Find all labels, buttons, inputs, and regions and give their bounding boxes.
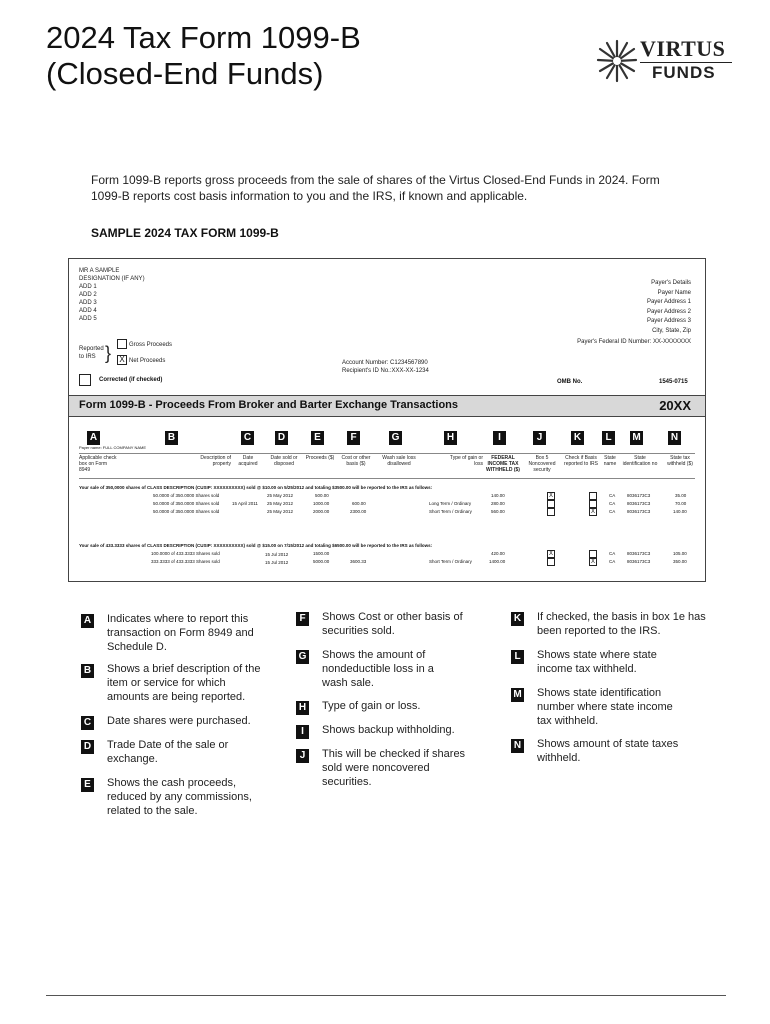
payer-line: Payer Address 1 (646, 299, 691, 305)
recipient-line: DESIGNATION (IF ANY) (79, 276, 145, 282)
column-letter-f: F (347, 431, 360, 445)
recipient-line: ADD 2 (79, 292, 97, 298)
column-letter-k: K (571, 431, 584, 445)
legend-text: Trade Date of the sale or exchange. (107, 739, 229, 765)
row-state: CA (609, 551, 616, 556)
row-fed-withheld: 280.00 (491, 501, 505, 506)
reported-to-irs: Reported to IRS (79, 346, 104, 360)
recipient-line: ADD 5 (79, 316, 97, 322)
row-noncovered-checkbox (547, 500, 555, 508)
legend-letter: I (296, 725, 309, 739)
legend-letter: A (81, 614, 94, 628)
row-fed-withheld: 420.00 (491, 551, 505, 556)
sunburst-icon (596, 38, 638, 84)
column-letter-m: M (630, 431, 643, 445)
row-proceeds: 1000.00 (313, 501, 330, 506)
recipient-id: Recipient's ID No.:XXX-XX-1234 (342, 368, 429, 374)
row-description: 50.0000 of 350.0000 Shares sold (153, 493, 220, 498)
column-letter-e: E (311, 431, 324, 445)
row-state: CA (609, 501, 616, 506)
intro-paragraph: Form 1099-B reports gross proceeds from the sale of shares of the Virtus Closed-End Funds in 2024. Form 1099-B reports cost basis information to you and the IRS, if known and applicable. (91, 173, 660, 203)
row-noncovered-checkbox (547, 508, 555, 516)
net-proceeds-label: Net Proceeds (129, 358, 166, 364)
legend-text: Date shares were purchased. (107, 715, 251, 727)
row-state-id: 8036173C3 (627, 501, 651, 506)
column-letter-a: A (87, 431, 100, 445)
legend-text: Type of gain or loss. (322, 700, 421, 712)
omb-label: OMB No. (557, 379, 583, 385)
corrected-label: Corrected (if checked) (99, 377, 163, 383)
row-state-tax: 105.00 (673, 551, 687, 556)
logo-subtext: FUNDS (652, 63, 716, 82)
column-letter-l: L (602, 431, 615, 445)
column-letter-i: I (493, 431, 506, 445)
payer-line: City, State, Zip (652, 327, 691, 334)
legend-text: Shows the cash proceeds, reduced by any commissions, related to the sale. (107, 777, 252, 817)
legend-text: If checked, the basis in box 1e has been reported to the IRS. (537, 611, 706, 637)
legend-letter: K (511, 612, 524, 626)
column-letter-d: D (275, 431, 288, 445)
payer-name-line: Payer name: FULL COMPANY NAME (79, 445, 147, 450)
page-title (46, 20, 361, 92)
column-head-b: Description of property (200, 455, 231, 467)
row-date-sold: 25 May 2012 (267, 509, 294, 514)
recipient-line: ADD 1 (79, 284, 97, 290)
row-proceeds: 2000.00 (313, 509, 330, 514)
column-head-d: Date sold or disposed (270, 455, 298, 467)
row-type: Short Term / Ordinary (429, 509, 472, 514)
row-fed-withheld: 1400.00 (489, 559, 506, 564)
row-cost: 3600.33 (350, 559, 367, 564)
title-line-2: (Closed-End Funds) (46, 56, 324, 91)
row-state-tax: 70.00 (675, 501, 687, 506)
row-proceeds: 5000.00 (313, 559, 330, 564)
row-state-id: 8036173C3 (627, 551, 651, 556)
row-proceeds: 1500.00 (313, 551, 330, 556)
column-letter-h: H (444, 431, 457, 445)
row-state-tax: 140.00 (673, 509, 687, 514)
column-head-e: Proceeds ($) (305, 455, 335, 461)
column-head-f: Cost or other basis ($) (341, 455, 371, 467)
row-state-id: 8036173C3 (627, 559, 651, 564)
row-basis-reported-checkbox (589, 500, 597, 508)
row-noncovered-checkbox: X (548, 551, 553, 557)
legend-text: Shows state where state income tax withheld. (537, 649, 657, 675)
row-type: Short Term / Ordinary (429, 559, 472, 564)
recipient-line: MR A SAMPLE (79, 268, 120, 274)
sale-1-heading: Your sale of 350,0000 shares of CLASS DESCRIPTION (CUSIP: XXXXXXXXXX) sold @ $10.00 on 5/25/2012 and totaling $3500.00 will be reported to the IRS as follows: (79, 485, 433, 490)
logo-wordmark: VIRTUS (640, 36, 726, 61)
column-head-g: Wash sale loss disallowed (382, 455, 416, 467)
row-date-acquired: 15 April 2011 (232, 501, 258, 506)
column-head-m: State identification no (622, 455, 658, 467)
row-state: CA (609, 509, 616, 514)
column-head-k: Check if Basis reported to IRS (564, 455, 598, 467)
net-proceeds-checkbox: X (117, 355, 127, 365)
payer-line: Payer Address 2 (646, 308, 691, 315)
row-type: Long Term / Ordinary (429, 501, 472, 506)
legend-letter: C (81, 716, 94, 730)
legend-text: Shows amount of state taxes withheld. (537, 738, 679, 764)
row-state: CA (609, 559, 616, 564)
legend-letter: L (511, 650, 524, 664)
legend-text: Indicates where to report this transaction on Form 8949 and Schedule D. (107, 613, 254, 653)
account-block (342, 359, 429, 375)
row-description: 50.0000 of 350.0000 Shares sold (153, 501, 220, 506)
legend-letter: D (81, 740, 94, 754)
payer-line: Payer Name (657, 289, 691, 296)
column-letter-g: G (389, 431, 402, 445)
legend-letter: H (296, 701, 309, 715)
legend-text: Shows backup withholding. (322, 724, 455, 736)
legend-letter: J (296, 749, 309, 763)
legend-letter: N (511, 739, 524, 753)
sale-2-heading: Your sale of 433.3333 shares of CLASS DESCRIPTION (CUSIP: XXXXXXXXXX) sold @ $15.00 on 7/15/2012 and totaling $6500.00 will be reported to the IRS as follows: (79, 543, 433, 548)
row-noncovered-checkbox (547, 558, 555, 566)
payer-details (531, 279, 691, 336)
row-date-sold: 25 May 2012 (267, 493, 294, 498)
row-date-sold: 15 Jul 2012 (265, 552, 289, 557)
sample-heading: SAMPLE 2024 TAX FORM 1099-B (91, 226, 279, 240)
column-rule-bottom (79, 478, 695, 479)
account-number: Account Number: C1234567890 (342, 360, 428, 366)
form-title: Form 1099-B - Proceeds From Broker and Barter Exchange Transactions (79, 399, 459, 411)
corrected-checkbox (79, 374, 91, 386)
row-cost: 600.00 (352, 501, 366, 506)
payer-fed-id: Payer's Federal ID Number: XX-XXXXXXX (577, 339, 691, 345)
column-head-a: Applicable check box on Form 8949 (79, 455, 117, 473)
row-description: 333.3333 of 433.3333 Shares sold (151, 559, 220, 564)
legend-text: Shows state identification number where state income tax withheld. (537, 687, 673, 727)
row-basis-reported-checkbox (589, 492, 597, 500)
legend-letter: M (511, 688, 524, 702)
row-noncovered-checkbox: X (548, 493, 553, 499)
column-head-n: State tax withheld ($) (667, 455, 693, 467)
legend-letter: B (81, 664, 94, 678)
row-fed-withheld: 140.00 (491, 493, 505, 498)
column-letter-b: B (165, 431, 178, 445)
payer-line: Payer's Details (651, 280, 691, 286)
recipient-line: ADD 4 (79, 308, 97, 314)
legend-text: Shows the amount of nondeductible loss in a wash sale. (322, 649, 434, 689)
column-letter-n: N (668, 431, 681, 445)
virtus-logo (596, 36, 736, 88)
row-description: 100.0000 of 433.3333 Shares sold (151, 551, 220, 556)
column-head-c: Date acquired (238, 455, 258, 467)
column-letter-c: C (241, 431, 254, 445)
row-cost: 2300.00 (350, 509, 367, 514)
column-head-l: State name (603, 455, 617, 467)
column-head-j: Box 5 Noncovered security (528, 455, 556, 473)
form-year: 20XX (659, 398, 691, 413)
row-date-sold: 15 Jul 2012 (265, 560, 289, 565)
recipient-line: ADD 3 (79, 300, 97, 306)
legend-text: Shows a brief description of the item or service for which amounts are being reported. (107, 663, 261, 703)
row-date-sold: 25 May 2012 (267, 501, 294, 506)
legend-text: This will be checked if shares sold were noncovered securities. (322, 748, 466, 788)
footer-divider (46, 995, 726, 996)
row-basis-reported-checkbox (589, 550, 597, 558)
legend-letter: E (81, 778, 94, 792)
row-state-tax: 35.00 (675, 493, 687, 498)
legend-letter: G (296, 650, 309, 664)
row-state-tax: 350.00 (673, 559, 687, 564)
column-head-h: Type of gain or loss (449, 455, 483, 467)
column-letter-j: J (533, 431, 546, 445)
column-head-i: FEDERAL INCOME TAX WITHHELD ($) (486, 455, 520, 473)
recipient-address (79, 267, 199, 323)
legend-text: Shows Cost or other basis of securities sold. (322, 611, 463, 637)
title-line-1: 2024 Tax Form 1099-B (46, 20, 361, 55)
payer-line: Payer Address 3 (646, 318, 691, 324)
row-state: CA (609, 493, 616, 498)
omb-number: 1545-0715 (659, 379, 688, 385)
row-description: 50.0000 of 350.0000 Shares sold (153, 509, 220, 514)
row-state-id: 8036173C3 (627, 493, 651, 498)
row-proceeds: 500.00 (315, 493, 329, 498)
row-fed-withheld: 560.00 (491, 509, 505, 514)
row-basis-reported-checkbox: X (590, 509, 595, 515)
brace: } (105, 343, 112, 363)
gross-proceeds-checkbox (117, 339, 127, 349)
sample-form (68, 258, 706, 582)
legend-letter: F (296, 612, 309, 626)
row-basis-reported-checkbox: X (590, 559, 595, 565)
form-title-band (69, 395, 705, 417)
row-state-id: 8036173C3 (627, 509, 651, 514)
column-rule-top (79, 453, 695, 454)
gross-proceeds-label: Gross Proceeds (129, 342, 173, 348)
